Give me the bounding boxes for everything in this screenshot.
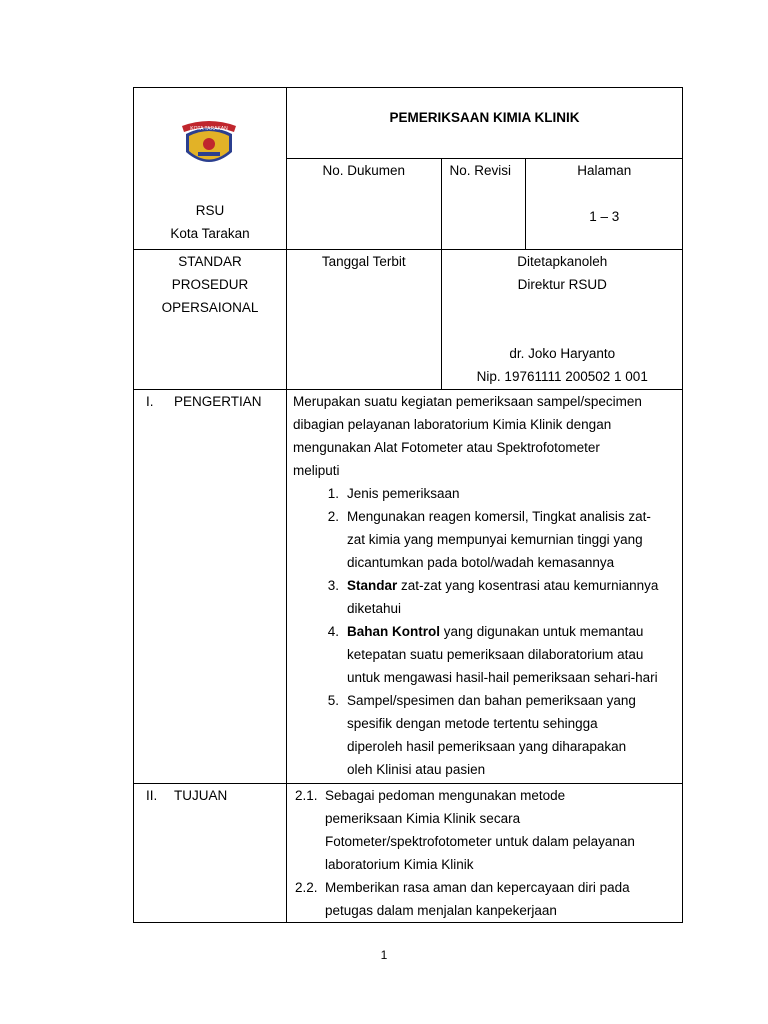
tujuan-item-number: 2.1. xyxy=(295,788,318,803)
sop-table xyxy=(133,87,683,923)
signatory-name: dr. Joko Haryanto xyxy=(509,346,616,361)
tujuan-item-text: laboratorium Kimia Klinik xyxy=(325,857,474,872)
page-value: 1 – 3 xyxy=(589,209,620,224)
issue-approval-cell xyxy=(287,250,683,390)
tujuan-item-text: Memberikan rasa aman dan kepercayaan diri pada xyxy=(325,880,630,895)
pengertian-label: PENGERTIAN xyxy=(174,394,262,409)
list-item xyxy=(293,689,676,781)
list-item-text: dicantumkan pada botol/wadah kemasannya xyxy=(347,555,615,570)
tujuan-item xyxy=(289,784,676,876)
list-item-number: 3. xyxy=(327,578,339,593)
list-item-text: Jenis pemeriksaan xyxy=(347,486,460,501)
sop-type-line2: PROSEDUR xyxy=(171,277,249,292)
tujuan-item-text: Fotometer/spektrofotometer untuk dalam pelayanan xyxy=(325,834,635,849)
pengertian-intro-1: Merupakan suatu kegiatan pemeriksaan sampel/specimen xyxy=(293,394,642,409)
tujuan-heading-cell xyxy=(134,784,287,923)
pengertian-heading-cell xyxy=(134,390,287,784)
doc-number-label: No. Dukumen xyxy=(322,163,406,178)
page-number: 1 xyxy=(380,948,388,962)
pengertian-number: I. xyxy=(146,394,154,409)
list-item-text: zat kimia yang mempunyai kemurnian tinggi yang xyxy=(347,532,643,547)
pengertian-intro-4: meliputi xyxy=(293,463,340,478)
list-item-text: oleh Klinisi atau pasien xyxy=(347,762,486,777)
list-item xyxy=(293,505,676,574)
approval-cell xyxy=(441,250,683,389)
revision-cell xyxy=(441,159,525,249)
sop-type-line1: STANDAR xyxy=(178,254,242,269)
tujuan-content-cell xyxy=(287,784,683,923)
page-label: Halaman xyxy=(577,163,632,178)
list-item xyxy=(293,574,676,620)
pengertian-intro-2: dibagian pelayanan laboratorium Kimia Klinik dengan xyxy=(293,417,612,432)
tujuan-item-text: petugas dalam menjalan kanpekerjaan xyxy=(325,903,557,918)
signatory-nip: Nip. 19761111 200502 1 001 xyxy=(476,369,648,384)
list-item-text: yang digunakan untuk memantau xyxy=(440,624,644,639)
approved-by-line2: Direktur RSUD xyxy=(517,277,607,292)
doc-number-cell xyxy=(287,159,441,249)
sop-type-line3: OPERSAIONAL xyxy=(161,300,259,315)
list-item-text: zat-zat yang kosentrasi atau kemurniannya xyxy=(397,578,659,593)
logo-text: KOTA TARAKAN xyxy=(190,126,228,132)
pengertian-content-cell xyxy=(287,390,683,784)
list-item-text: spesifik dengan metode tertentu sehingga xyxy=(347,716,598,731)
sop-type-cell xyxy=(134,250,287,390)
tujuan-item-text: Sebagai pedoman mengunakan metode xyxy=(325,788,566,803)
kota-tarakan-logo-icon xyxy=(176,118,242,172)
list-item-text: untuk mengawasi hasil-hail pemeriksaan sehari-hari xyxy=(347,670,658,685)
list-item-text: Sampel/spesimen dan bahan pemeriksaan yang xyxy=(347,693,636,708)
page-cell xyxy=(525,159,683,249)
tujuan-item-number: 2.2. xyxy=(295,880,318,895)
list-item-text: diperoleh hasil pemeriksaan yang diharapakan xyxy=(347,739,627,754)
org-cell xyxy=(134,88,287,250)
pengertian-list xyxy=(293,482,676,781)
org-logo xyxy=(176,118,242,172)
list-item-number: 1. xyxy=(327,486,339,501)
issue-date-label: Tanggal Terbit xyxy=(321,254,406,269)
list-item xyxy=(293,620,676,689)
list-item-text: ketepatan suatu pemeriksaan dilaboratorium atau xyxy=(347,647,644,662)
tujuan-item xyxy=(289,876,676,922)
list-item xyxy=(293,482,676,505)
approved-by-line1: Ditetapkanoleh xyxy=(517,254,608,269)
title-cell xyxy=(287,88,683,250)
list-item-bold: Standar xyxy=(347,578,398,593)
list-item-number: 4. xyxy=(327,624,339,639)
tujuan-label: TUJUAN xyxy=(174,788,228,803)
tujuan-item-text: pemeriksaan Kimia Klinik secara xyxy=(325,811,521,826)
issue-approval-table xyxy=(287,250,683,389)
list-item-bold: Bahan Kontrol xyxy=(347,624,440,639)
list-item-text: Mengunakan reagen komersil, Tingkat analisis zat- xyxy=(347,509,651,524)
org-name-line2: Kota Tarakan xyxy=(170,226,250,241)
pengertian-intro-3: mengunakan Alat Fotometer atau Spektrofotometer xyxy=(293,440,600,455)
issue-date-cell xyxy=(287,250,441,389)
org-name-line1: RSU xyxy=(195,203,225,218)
list-item-number: 5. xyxy=(327,693,339,708)
list-item-text: diketahui xyxy=(347,601,402,616)
document-title: PEMERIKSAAN KIMIA KLINIK xyxy=(389,110,580,125)
revision-label: No. Revisi xyxy=(449,163,512,178)
tujuan-number: II. xyxy=(146,788,158,803)
list-item-number: 2. xyxy=(327,509,339,524)
doc-info-table xyxy=(287,159,683,249)
